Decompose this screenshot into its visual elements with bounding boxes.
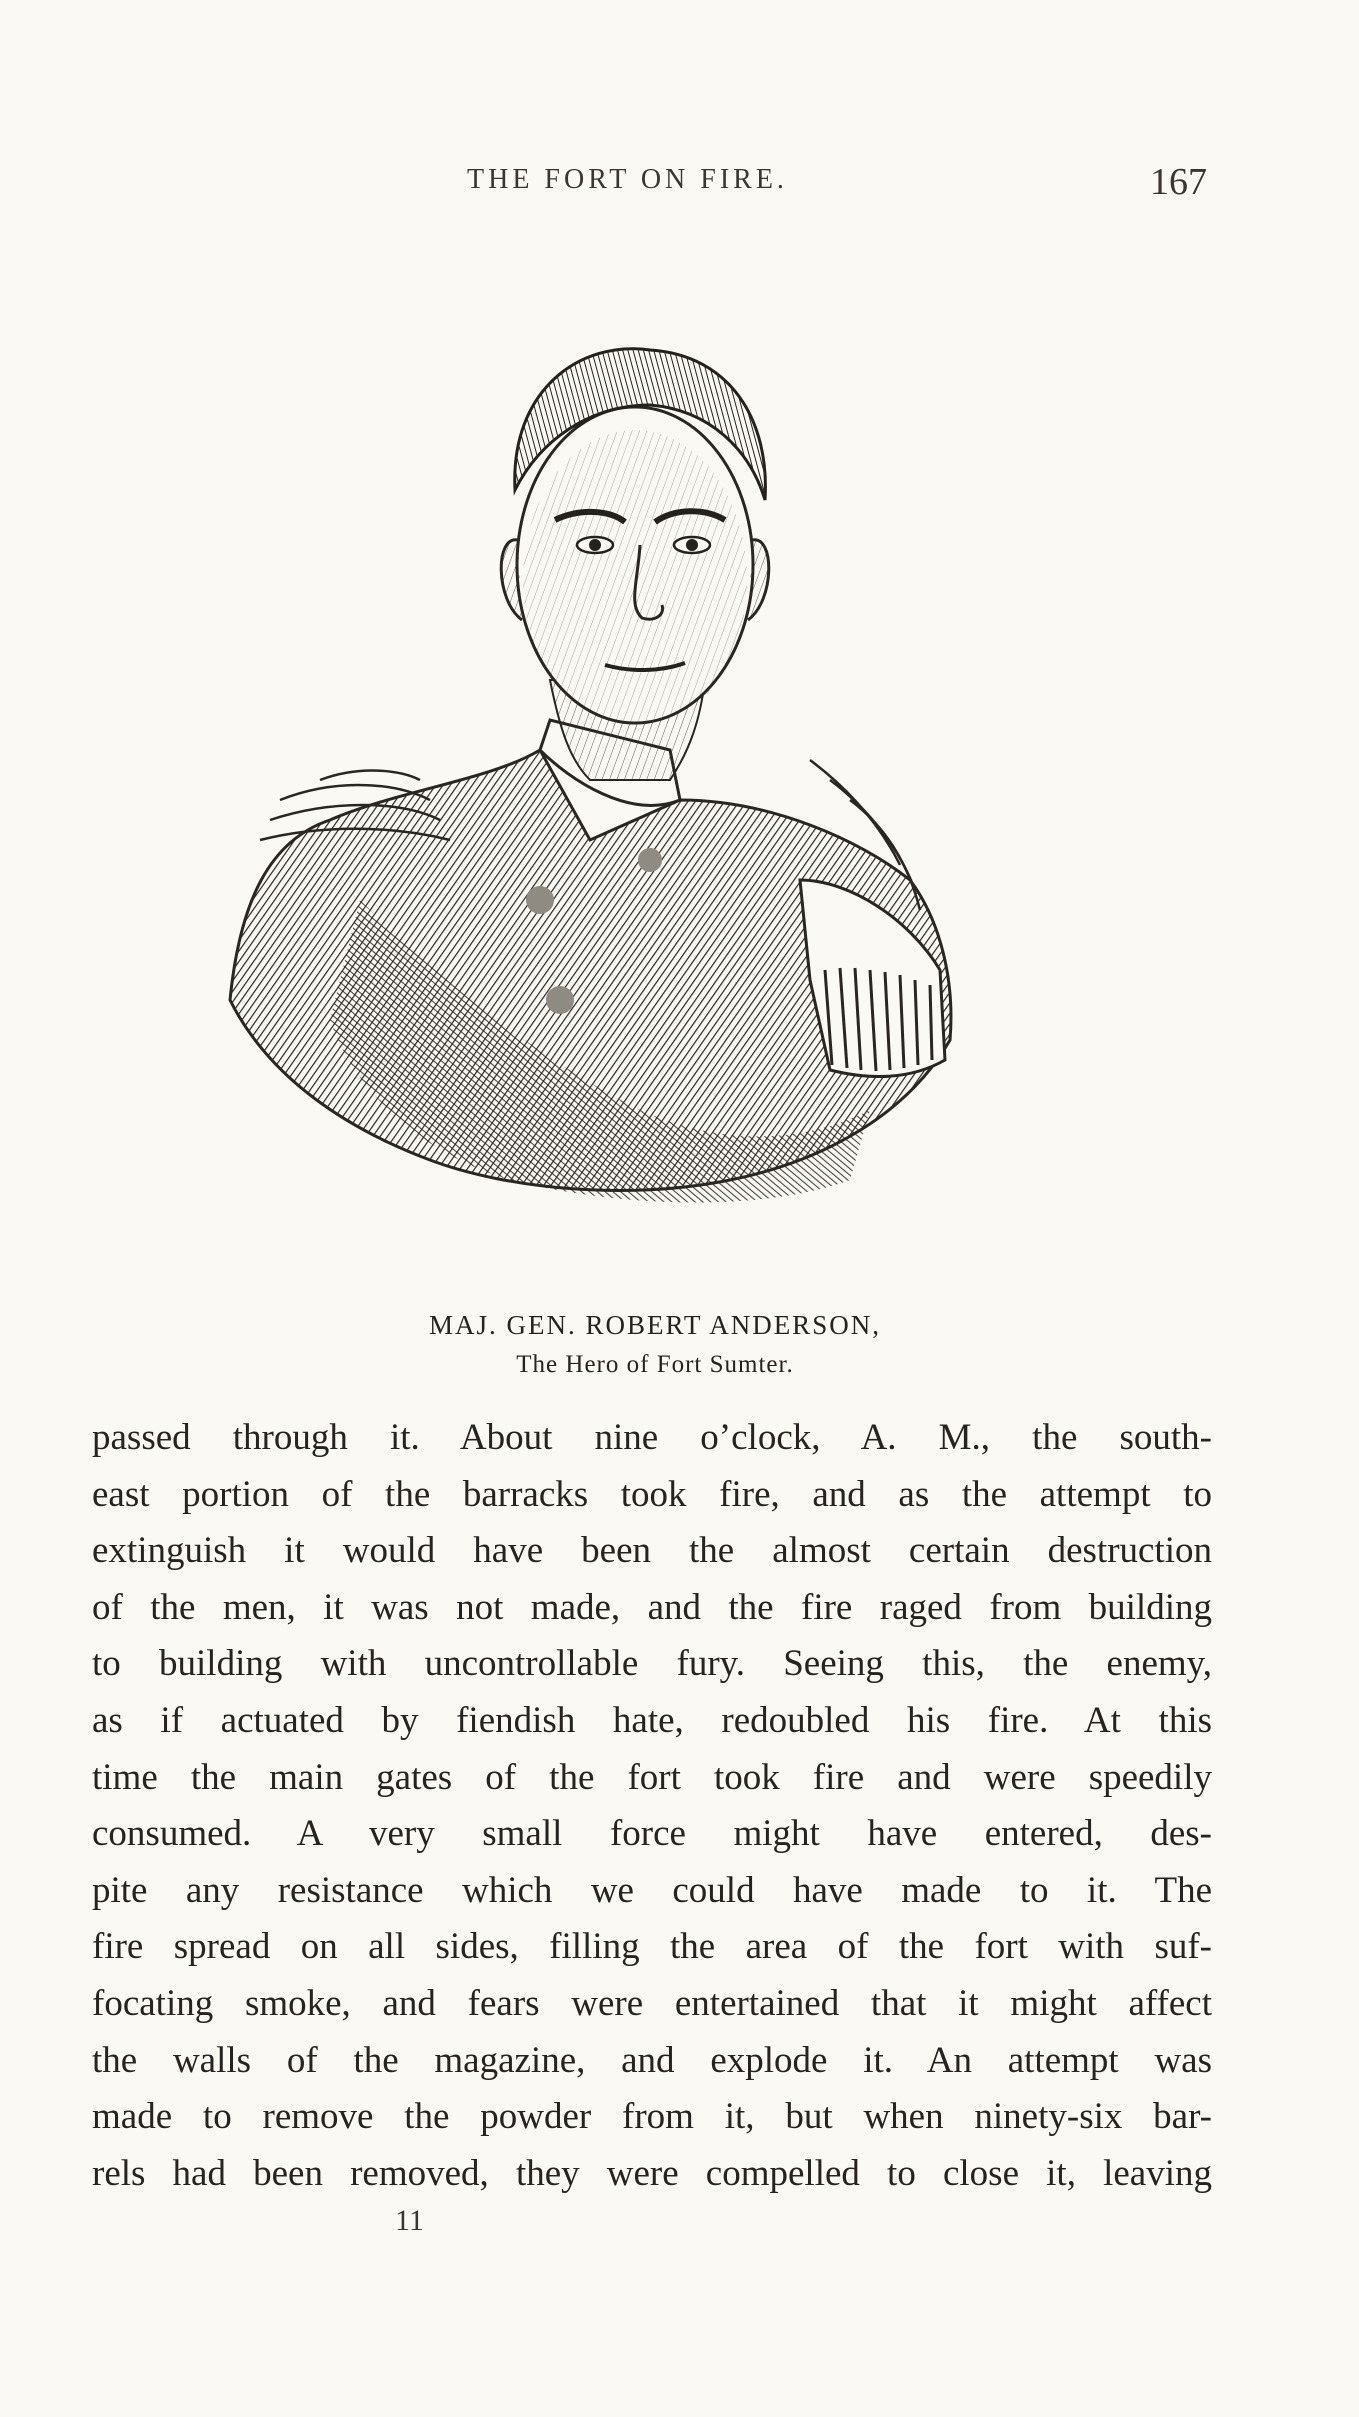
- caption-subtitle: The Hero of Fort Sumter.: [516, 1351, 794, 1378]
- text-line: pite any resistance which we could have made to it. The: [92, 1869, 1212, 1911]
- text-line: east portion of the barracks took fire, and as the attempt to: [92, 1473, 1212, 1515]
- running-title: THE FORT ON FIRE.: [467, 164, 788, 195]
- text-line: made to remove the powder from it, but when ninety-six bar-: [92, 2096, 1212, 2138]
- text-line: rels had been removed, they were compelled to close it, leaving: [92, 2152, 1212, 2194]
- text-line: focating smoke, and fears were entertained that it might affect: [92, 1982, 1212, 2024]
- engraved-portrait-illustration: [210, 280, 1100, 1260]
- text-line: passed through it. About nine o’clock, A. M., the south-: [92, 1417, 1212, 1458]
- text-line: to building with uncontrollable fury. Seeing this, the enemy,: [92, 1643, 1212, 1685]
- text-line: extinguish it would have been the almost certain destruction: [92, 1530, 1212, 1572]
- text-line: time the main gates of the fort took fire and were speedily: [92, 1756, 1212, 1798]
- body-paragraph: [92, 1410, 1212, 2202]
- text-line: of the men, it was not made, and the fire raged from building: [92, 1586, 1212, 1628]
- caption-title: MAJ. GEN. ROBERT ANDERSON,: [429, 1310, 881, 1340]
- figure-caption: [0, 1305, 1310, 1385]
- signature-mark: 11: [395, 2204, 424, 2237]
- page-number: 167: [1150, 161, 1207, 203]
- text-line: fire spread on all sides, filling the area of the fort with suf-: [92, 1926, 1212, 1968]
- text-line: the walls of the magazine, and explode it. An attempt was: [92, 2039, 1212, 2081]
- text-line: consumed. A very small force might have entered, des-: [92, 1813, 1212, 1855]
- text-line: as if actuated by fiendish hate, redoubled his fire. At this: [92, 1699, 1212, 1741]
